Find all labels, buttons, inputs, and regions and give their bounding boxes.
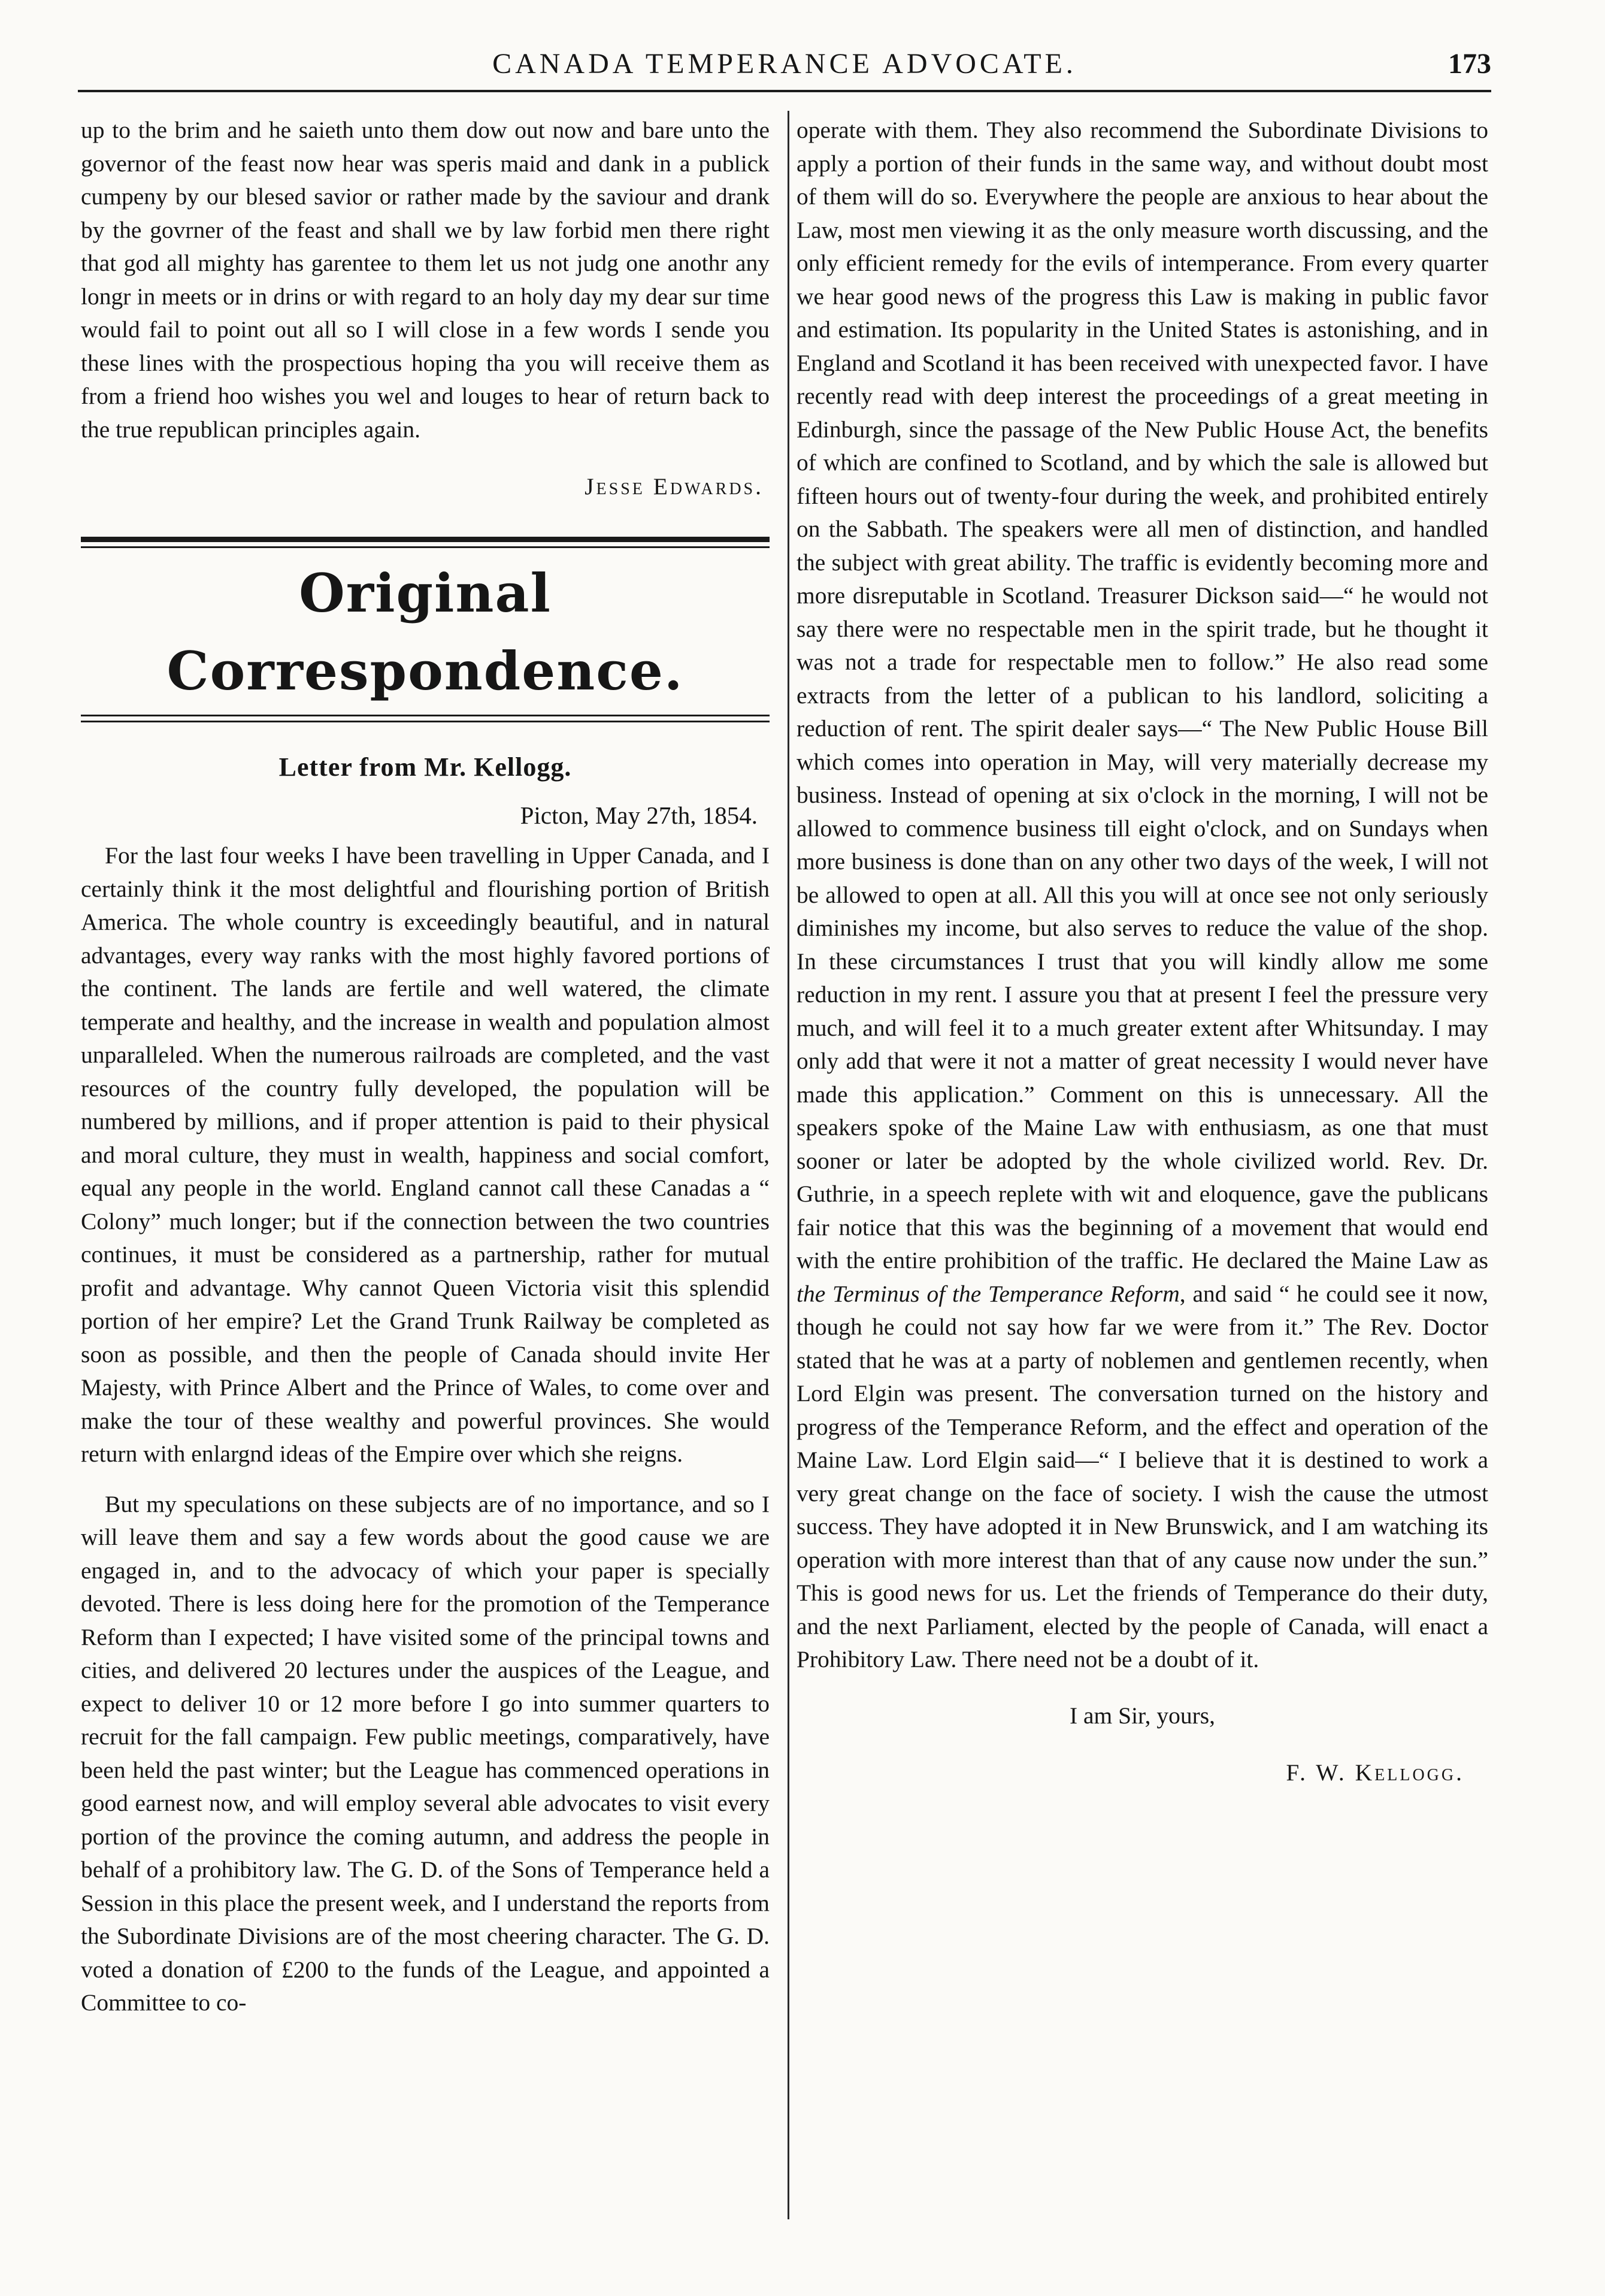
right-column bbox=[797, 114, 1488, 1790]
dateline: Picton, May 27th, 1854. bbox=[520, 801, 758, 829]
signature-jesse-edwards: Jesse Edwards. bbox=[585, 473, 764, 500]
left-column bbox=[81, 114, 770, 2020]
running-head bbox=[78, 43, 1491, 85]
letter-text: operate with them. They also recommend the Subordinate Divisions to apply a portion of their funds in the same way, and without doubt most of them will do so. Everywhere the people are anxious to hear about the Law, most men viewing it as the only measure worth discussing, and the only efficient remedy for the evils of intemperance. From every quarter we hear good news of the progress this Law is making in public favor and estimation. Its popularity in the United States is astonishing, and in England and Scotland it has been received with unexpected favor. I have recently read with deep interest the proceedings of a great meeting in Edinburgh, since the passage of the New Public House Act, the benefits of which are confined to Scotland, and by which the sale is allowed but fifteen hours out of twenty-four during the week, and prohibited entirely on the Sabbath. The speakers were all men of distinction, and handled the subject with great ability. The traffic is evidently becoming more and more disreputable in Scotland. Treasurer Dickson said—“ he would not say there were no respectable men in the spirit trade, but he thought it was not a trade for respectable men to follow.” He also read some extracts from the letter of a publican to his landlord, soliciting a reduction of rent. The spirit dealer says—“ The New Public House Bill which comes into operation in May, will very materially decrease my business. Instead of opening at six o'clock in the morning, I will not be allowed to commence business till eight o'clock, and on Sundays when more business is done than on any other two days of the week, I will not be allowed to open at all. All this you will at once see not only seriously diminishes my income, but also serves to reduce the value of the shop. In these circumstances I trust that you will kindly allow me some reduction in my rent. I assure you that at present I feel the pressure very much, and will feel it to a much greater extent after Whitsunday. I may only add that were it not a matter of great necessity I would never have made this application.” Comment on this is unnecessary. All the speakers spoke of the Maine Law with enthusiasm, as one that must sooner or later be adopted by the whole civilized world. Rev. Dr. Guthrie, in a speech replete with wit and eloquence, gave the publicans fair notice that this was the beginning of a movement that would end with the entire prohibition of the traffic. He declared the Maine Law as bbox=[797, 117, 1488, 1273]
signature-kellogg: F. W. Kellogg. bbox=[1286, 1759, 1464, 1786]
header-rule bbox=[78, 90, 1491, 92]
letter-paragraph-continued bbox=[797, 114, 1488, 1677]
section-heading: Original Correspondence. bbox=[166, 561, 684, 702]
section-rule-bottom bbox=[81, 715, 770, 722]
italic-phrase: the Terminus of the Temperance Reform bbox=[797, 1280, 1180, 1307]
closing-salutation: I am Sir, yours, bbox=[1069, 1702, 1216, 1729]
running-title: CANADA TEMPERANCE ADVOCATE. bbox=[492, 48, 1077, 80]
page-number: 173 bbox=[1448, 48, 1491, 80]
letter-text: , and said “ he could see it now, though he could not say how far we were from it.” The Rev. Doctor stated that he was at a party of noblemen and gentlemen recently, when Lord Elgin was present. The conversation turned on the history and progress of the Temperance Reform, and the effect and operation of the Maine Law. Lord Elgin said—“ I believe that it is destined to work a very great change on the face of society. I wish the cause the utmost success. They have adopted it in New Brunswick, and I am watching its operation with more interest than that of any cause now under the sun.” This is good news for us. Let the friends of Temperance do their duty, and the next Parliament, elected by the people of Canada, will enact a Prohibitory Law. There need not be a doubt of it. bbox=[797, 1280, 1488, 1672]
section-rule-top bbox=[81, 537, 770, 548]
letter-paragraph: But my speculations on these subjects are of no importance, and so I will leave them and say a few words about the good cause we are engaged in, and to the advocacy of which your paper is specially devoted. There is less doing here for the promotion of the Temperance Reform than I expected; I have visited some of the principal towns and cities, and delivered 20 lectures under the auspices of the League, and expect to deliver 10 or 12 more before I go into summer quarters to recruit for the fall campaign. Few public meetings, comparatively, have been held the past winter; but the League has commenced operations in good earnest now, and will employ several able advocates to visit every portion of the province the coming autumn, and address the people in behalf of a prohibitory law. The G. D. of the Sons of Temperance held a Session in this place the present week, and I understand the reports from the Subordinate Divisions are of the most cheering character. The G. D. voted a donation of £200 to the funds of the League, and appointed a Committee to co- bbox=[81, 1490, 770, 2016]
letter-paragraph: For the last four weeks I have been travelling in Upper Canada, and I certainly think it the most delightful and flourishing portion of British America. The whole country is exceedingly beautiful, and in natural advantages, every way ranks with the most highly favored portions of the continent. The lands are fertile and well watered, the climate temperate and healthy, and the increase in wealth and population almost unparalleled. When the numerous railroads are completed, and the vast resources of the country fully developed, the population will be numbered by millions, and if proper attention is paid to their physical and moral culture, they must in wealth, happiness and social comfort, equal any people in the world. England cannot call these Canadas a “ Colony” much longer; but if the connection between the two countries continues, it must be considered as a partnership, rather for mutual profit and advantage. Why cannot Queen Victoria visit this splendid portion of her empire? Let the Grand Trunk Railway be completed as soon as possible, and then the people of Canada should invite Her Majesty, with Prince Albert and the Prince of Wales, to come over and make the tour of these wealthy and powerful provinces. She would return with enlargnd ideas of the Empire over which she reigns. bbox=[81, 842, 770, 1467]
column-divider bbox=[788, 111, 789, 2219]
continued-letter-text: up to the brim and he saieth unto them dow out now and bare unto the governor of the feast now hear was speris maid and dank in a publick cumpeny by our blesed savior or rather made by the saviour and drank by the govrner of the feast and shall we by law forbid men there right that god all mighty has garentee to them let us not judg one anothr any longr in meets or in drins or with regard to an holy day my dear sur time would fail to point out all so I will close in a few words I sende you these lines with the prospectious hoping tha you will receive them as from a friend hoo wishes you wel and louges to hear of return back to the true republican principles again. bbox=[81, 117, 770, 443]
letter-title: Letter from Mr. Kellogg. bbox=[278, 752, 572, 782]
